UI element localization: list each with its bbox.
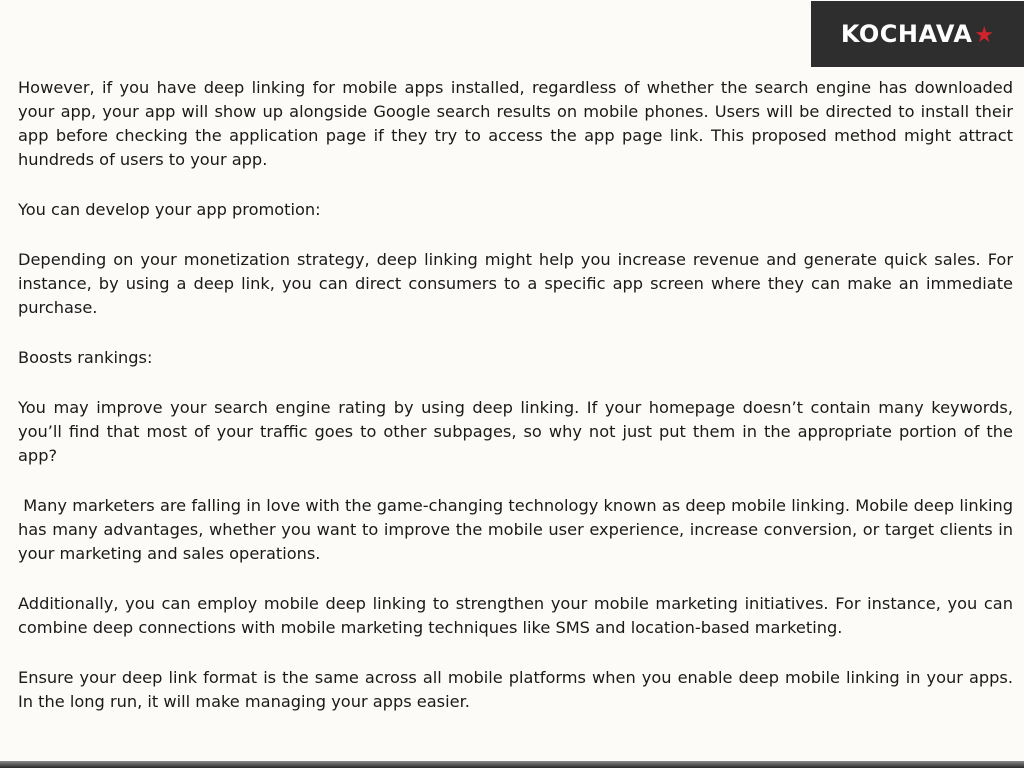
paragraph: You may improve your search engine rating by using deep linking. If your homepage doesn’t contain many keywords, you’ll find that most of your traffic goes to other subpages, so why not just put them in the appropriate portion of the app? — [18, 398, 1019, 465]
document-body — [18, 76, 1019, 740]
paragraph: Many marketers are falling in love with the game-changing technology known as deep mobile linking. Mobile deep linking has many advantages, whether you want to improve the mobile user experience, increase conversion, or target clients in your marketing and sales operations. — [18, 496, 1019, 563]
paragraph: Depending on your monetization strategy, deep linking might help you increase revenue and generate quick sales. For instance, by using a deep link, you can direct consumers to a specific app screen where they can make an immediate purchase. — [18, 250, 1019, 317]
section-heading: You can develop your app promotion: — [18, 200, 321, 219]
star-icon: ★ — [974, 22, 995, 48]
paragraph: However, if you have deep linking for mobile apps installed, regardless of whether the search engine has downloaded your app, your app will show up alongside Google search results on mobile phones. Users will be directed to install their app before checking the application page if they try to access the app page link. This proposed method might attract hundreds of users to your app. — [18, 78, 1019, 169]
bottom-divider — [0, 761, 1024, 768]
paragraph: Additionally, you can employ mobile deep linking to strengthen your mobile marketing initiatives. For instance, you can combine deep connections with mobile marketing techniques like SMS and location-based marketing. — [18, 594, 1019, 637]
section-heading: Boosts rankings: — [18, 348, 153, 367]
paragraph: Ensure your deep link format is the same across all mobile platforms when you enable deep mobile linking in your apps. In the long run, it will make managing your apps easier. — [18, 668, 1019, 711]
kochava-logo — [811, 1, 1024, 67]
logo-text: KOCHAVA — [840, 20, 973, 48]
